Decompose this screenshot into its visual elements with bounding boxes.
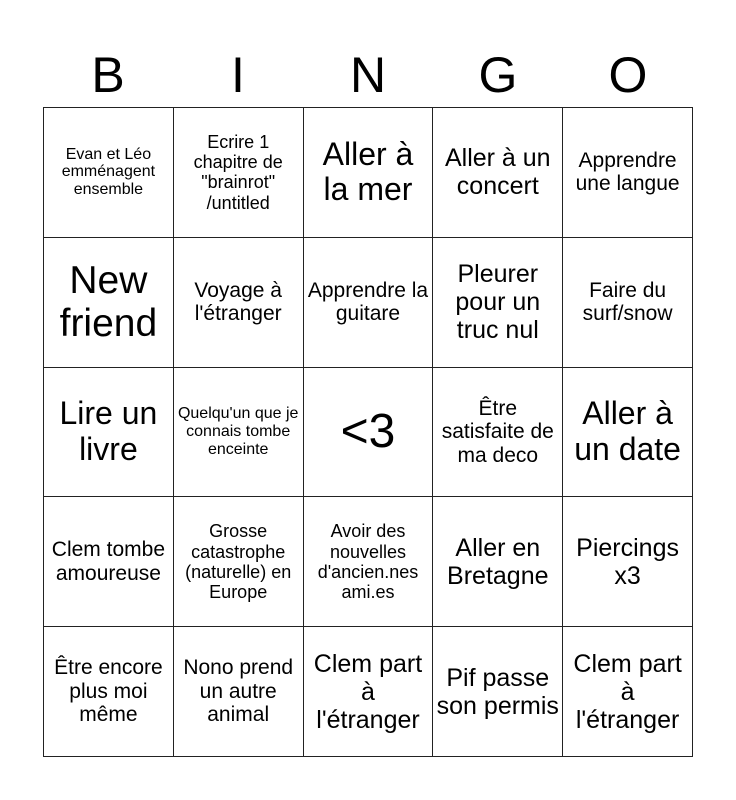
header-letter-o: O xyxy=(608,47,648,103)
bingo-cell[interactable]: Voyage à l'étranger xyxy=(174,238,304,368)
bingo-cell[interactable]: Aller en Bretagne xyxy=(433,497,563,627)
bingo-cell[interactable]: Faire du surf/snow xyxy=(563,238,693,368)
bingo-cell[interactable]: Evan et Léo emménagent ensemble xyxy=(44,108,174,238)
bingo-cell[interactable]: Clem part à l'étranger xyxy=(563,627,693,757)
bingo-cell[interactable]: Grosse catastrophe (naturelle) en Europe xyxy=(174,497,304,627)
bingo-cell[interactable]: Lire un livre xyxy=(44,368,174,498)
bingo-cell[interactable]: Être encore plus moi même xyxy=(44,627,174,757)
header-letter-g: G xyxy=(478,47,518,103)
header-letter-n: N xyxy=(349,47,387,103)
bingo-cell[interactable]: Piercings x3 xyxy=(563,497,693,627)
bingo-cell[interactable]: Aller à la mer xyxy=(304,108,434,238)
bingo-cell[interactable]: New friend xyxy=(44,238,174,368)
bingo-grid xyxy=(43,107,693,757)
bingo-cell[interactable]: Quelqu'un que je connais tombe enceinte xyxy=(174,368,304,498)
bingo-cell[interactable]: Pif passe son permis xyxy=(433,627,563,757)
bingo-cell[interactable]: Clem part à l'étranger xyxy=(304,627,434,757)
bingo-cell[interactable]: Pleurer pour un truc nul xyxy=(433,238,563,368)
bingo-cell[interactable]: Apprendre la guitare xyxy=(304,238,434,368)
bingo-cell[interactable]: Être satisfaite de ma deco xyxy=(433,368,563,498)
bingo-cell[interactable]: Aller à un date xyxy=(563,368,693,498)
bingo-cell[interactable]: Clem tombe amoureuse xyxy=(44,497,174,627)
header-letter-i: I xyxy=(231,47,245,103)
bingo-cell-free[interactable]: <3 xyxy=(304,368,434,498)
bingo-cell[interactable]: Ecrire 1 chapitre de "brainrot" /untitled xyxy=(174,108,304,238)
header-letter-b: B xyxy=(91,47,125,103)
bingo-cell[interactable]: Avoir des nouvelles d'ancien.nes ami.es xyxy=(304,497,434,627)
bingo-cell[interactable]: Aller à un concert xyxy=(433,108,563,238)
bingo-header xyxy=(43,42,693,108)
bingo-cell[interactable]: Apprendre une langue xyxy=(563,108,693,238)
bingo-cell[interactable]: Nono prend un autre animal xyxy=(174,627,304,757)
